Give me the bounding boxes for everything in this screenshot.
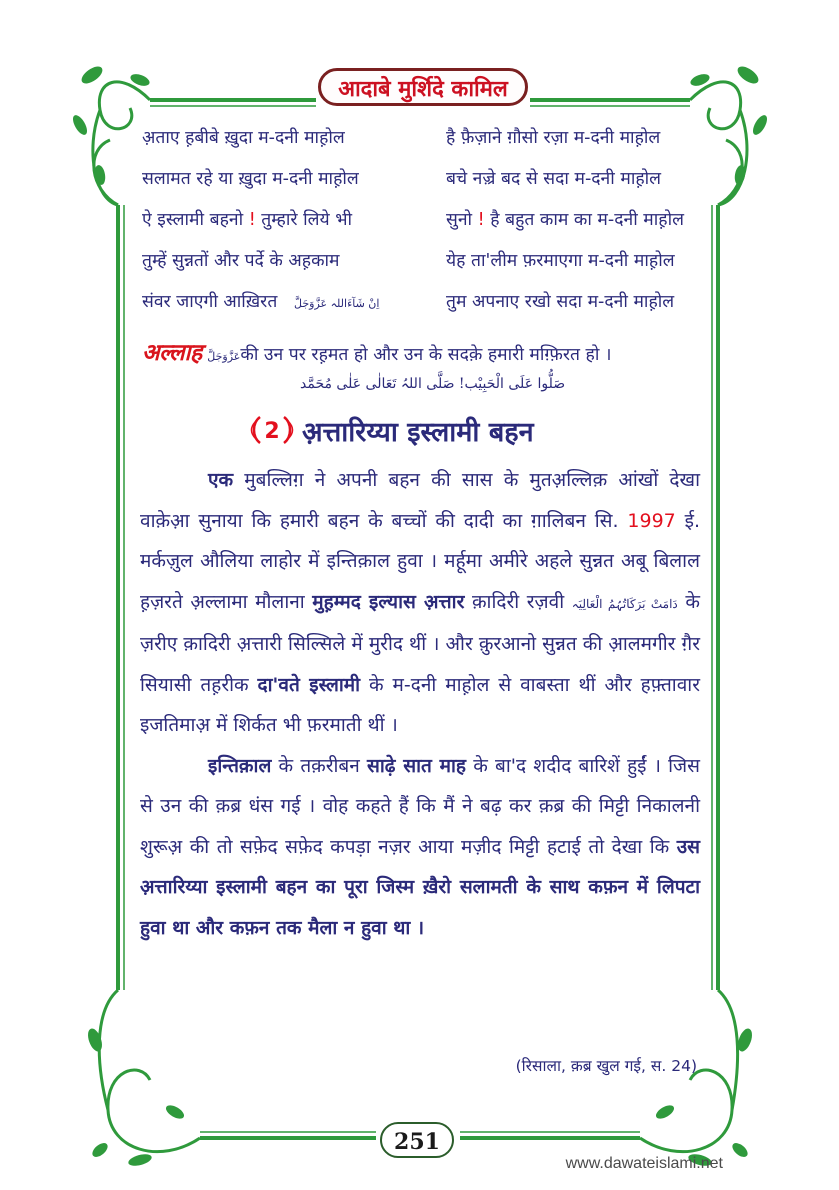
couplet-right: है फ़ैज़ाने ग़ौसो रज़ा म-दनी माह़ोल [446, 128, 661, 148]
allah-calligraphy: अल्लाह [142, 340, 202, 366]
source-reference: (रिसाला, क़ब्र खुल गई, स. 24) [515, 1057, 697, 1075]
salawat-line: صَلُّوا عَلَی الْحَبِیْب! صَلَّی اللہُ تَعَالٰی عَلٰی مُحَمَّد [300, 376, 566, 392]
couplet-row [142, 200, 702, 241]
couplet-row [142, 282, 702, 323]
section-heading [248, 412, 534, 449]
page-number: 251 [380, 1122, 454, 1158]
couplet-right: तुम अपनाए रखो सदा म-दनी माह़ोल [446, 292, 675, 312]
arabic-phrase: اِنْ شَآءَاللہ عَزَّوَجَلَّ [294, 297, 380, 310]
couplet-left: तुम्हें सुन्नतों और पर्दे के अह़काम [142, 251, 340, 271]
heading-number: 2 [264, 419, 280, 444]
number-badge [248, 413, 296, 447]
dua-line [142, 335, 612, 367]
emphasis-text: उस अ़त्तारिय्या इस्लामी बहन का पूरा जिस्म ख़ैरो सलामती के साथ कफ़न में लिपटा हुवा था और कफ़न तक मैला न हुवा था । [140, 835, 700, 939]
paragraph: इन्तिक़ाल के तक़रीबन साढ़े सात माह के बा'द शदीद बारिशें हुईं । जिस से उन की क़ब्र धंस गई । वोह कहते हैं कि मैं ने बढ़ कर क़ब्र की मिट्टी निकालनी शुरूअ़ की तो सफ़ेद सफ़ेद कपड़ा नज़र आया मज़ीद मिट्टी हटाई तो देखा कि उस अ़त्तारिय्या इस्लामी बहन का पूरा जिस्म ख़ैरो सलामती के साथ कफ़न में लिपटा हुवा था और कफ़न तक मैला न हुवा था । [140, 754, 700, 939]
website-url: www.dawateislami.net [565, 1155, 723, 1172]
couplet-row [142, 159, 702, 200]
couplet-right: बचे नज़्रे बद से सदा म-दनी माह़ोल [446, 169, 662, 189]
couplet-left: संवर जाएगी आख़िरत اِنْ شَآءَاللہ عَزَّوَجَلَّ [142, 292, 380, 312]
heading-title: अ़त्तारिय्या इस्लामी बहन [302, 417, 534, 448]
couplet-left: ऐ इस्लामी बहनो ! तुम्हारे लिये भी [142, 210, 353, 230]
dua-text: की उन पर रह़मत हो और उन के सदक़े हमारी मग़्फ़िरत हो । [240, 345, 612, 365]
arabic-honorific: دَامَتْ بَرَکَاتُہُمُ الْعَالِیَہ [571, 596, 678, 611]
article-body [140, 460, 700, 948]
arabic-honorific: عَزَّوَجَلَّ [207, 350, 241, 363]
couplet-right: सुनो ! है बहुत काम का म-दनी माह़ोल [446, 210, 684, 230]
name-bold: मुह़म्मद इल्यास अ़त्तार [312, 590, 465, 613]
ornament-bracket-icon [248, 413, 296, 447]
year: 1997 [627, 509, 676, 532]
couplet-left: अ़ताए ह़बीबे ख़ुदा म-दनी माह़ोल [142, 128, 345, 148]
couplet-right: येह ता'लीम फ़रमाएगा म-दनी माह़ोल [446, 251, 675, 271]
organization-name: दा'वते इस्लामी [257, 673, 361, 696]
couplet-row [142, 118, 702, 159]
couplet-left: सलामत रहे या ख़ुदा म-दनी माह़ोल [142, 169, 359, 189]
paragraph: एक मुबल्लिग़ ने अपनी बहन की सास के मुतअ़ल्लिक़ आंखों देखा वाक़ेआ़ सुनाया कि हमारी बहन के बच्चों की दादी का ग़ालिबन सि. 1997 ई. मर्कज़ुल औलिया लाहोर में इन्तिक़ाल हुवा । मर्हूमा अमीरे अहले सुन्नत अबू बिलाल ह़ज़रते अ़ल्लामा मौलाना मुह़म्मद इल्यास अ़त्तार क़ादिरी रज़वी دَامَتْ بَرَکَاتُہُمُ الْعَالِیَہ के ज़रीए क़ादिरी अ़त्तारी सिल्सिले में मुरीद थीं । और क़ुरआनो सुन्नत की आ़लमगीर ग़ैर सियासी तह़रीक दा'वते इस्लामी के म-दनी माह़ोल से वाबस्ता थीं और हफ़्तावार इजतिमाअ़ में शिर्कत भी फ़रमाती थीं । [140, 469, 700, 736]
page-header-title: आदाबे मुर्शिदे कामिल [318, 68, 528, 106]
poem-couplets [142, 118, 702, 323]
couplet-row [142, 241, 702, 282]
